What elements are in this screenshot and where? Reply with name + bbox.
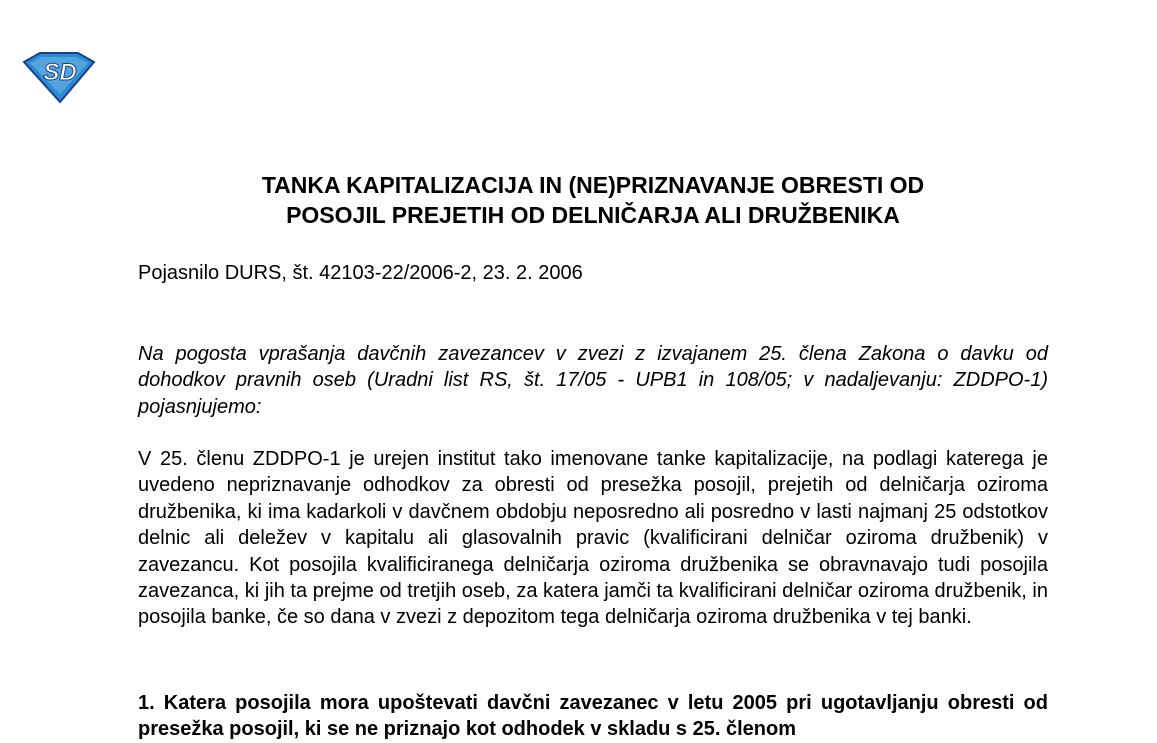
title-line-1: TANKA KAPITALIZACIJA IN (NE)PRIZNAVANJE OBRESTI OD — [261, 172, 925, 198]
title-line-2: POSOJIL PREJETIH OD DELNIČARJA ALI DRUŽBENIKA — [286, 202, 900, 228]
intro-paragraph: Na pogosta vprašanja davčnih zavezancev v zvezi z izvajanem 25. člena Zakona o davku od dohodkov pravnih oseb (Uradni list RS, št. 17/05 - UPB1 in 108/05; v nadaljevanju: ZDDPO-1) pojasnjujemo: — [138, 343, 1048, 418]
body-paragraph: V 25. členu ZDDPO-1 je urejen institut tako imenovane tanke kapitalizacije, na podlagi katerega je uvedeno nepriznavanje odhodkov za obresti od presežka posojil, prejetih od delničarja oziroma družbenika, ki ima kadarkoli v davčnem obdobju neposredno ali posredno v lasti najmanj 25 odstotkov delnic ali deležev v kapitalu ali glasovalnih pravic (kvalificirani delničar oziroma družbenik) v zavezancu. Kot posojila kvalificiranega delničarja oziroma družbenika se obravnavajo tudi posojila zavezanca, ki jih ta prejme od tretjih oseb, za katera jamči ta kvalificirani delničar oziroma družbenik, in posojila banke, če so dana v zvezi z depozitom tega delničarja oziroma družbenika v tej banki. — [138, 448, 1048, 629]
company-logo — [22, 50, 96, 104]
document-title — [138, 170, 1048, 230]
logo-letters: SD — [43, 59, 77, 86]
question-heading: 1. Katera posojila mora upoštevati davčni zavezanec v letu 2005 pri ugotavljanju obresti od presežka posojil, ki se ne priznajo kot odhodek v skladu s 25. členom — [138, 692, 1048, 741]
document-reference: Pojasnilo DURS, št. 42103-22/2006-2, 23. 2. 2006 — [138, 262, 583, 284]
